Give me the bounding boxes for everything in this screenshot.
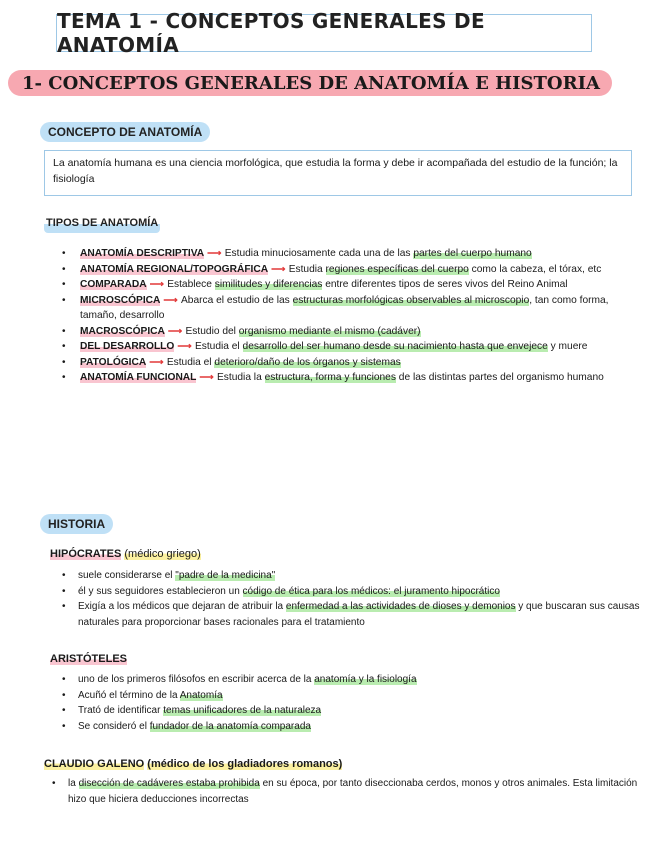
hipocrates-name: HIPÓCRATES xyxy=(50,548,122,560)
hipocrates-note: (médico griego) xyxy=(124,548,201,560)
tipo-term: ANATOMÍA FUNCIONAL xyxy=(80,372,197,383)
tipo-term: ANATOMÍA REGIONAL/TOPOGRÁFICA xyxy=(80,263,269,275)
arrow-icon: ⟶ xyxy=(149,356,164,368)
tipo-item xyxy=(56,246,642,262)
list-item xyxy=(56,672,642,688)
list-item xyxy=(46,776,644,807)
item-text-pre: él y sus seguidores establecieron un xyxy=(78,585,243,597)
tipo-item xyxy=(56,324,642,340)
item-text-pre: la xyxy=(68,778,79,789)
document-title: TEMA 1 - CONCEPTOS GENERALES DE ANATOMÍA xyxy=(57,9,485,57)
tipo-text-post: de las distintas partes del organismo humano xyxy=(395,372,604,383)
item-text-highlight: fundador de la anatomía comparada xyxy=(149,720,311,732)
item-text-post: y que buscaran sus causas naturales para proporcionar bases racionales para el tratamiento xyxy=(78,601,640,628)
tipo-text-post: entre diferentes tipos de seres vivos del Reino Animal xyxy=(322,279,568,290)
galeno-heading xyxy=(44,758,342,770)
arrow-icon: ⟶ xyxy=(149,279,165,290)
tipo-text-highlight: regiones específicas del cuerpo xyxy=(325,263,469,275)
tipo-text-pre: Estudia el xyxy=(194,341,243,352)
item-text-post: en su época, por tanto diseccionaba cerdos, monos y otros animales. Esta limitación hizo que hiciera deducciones incorrectas xyxy=(68,778,638,805)
aristoteles-heading xyxy=(50,653,127,665)
tipo-text-highlight: estructuras morfológicas observables al microscopio xyxy=(292,294,530,306)
tipo-text-pre: Estudio del xyxy=(185,325,239,337)
tipo-term: MICROSCÓPICA xyxy=(80,294,161,306)
item-text-pre: uno de los primeros filósofos en escribir acerca de la xyxy=(78,674,315,685)
galeno-name: CLAUDIO GALENO xyxy=(44,758,145,770)
item-text-pre: Exigía a los médicos que dejaran de atribuir la xyxy=(78,601,286,612)
tipo-text-post: como la cabeza, el tórax, etc xyxy=(468,263,602,275)
section-heading: 1- CONCEPTOS GENERALES DE ANATOMÍA E HISTORIA xyxy=(22,72,600,94)
list-item xyxy=(56,703,642,719)
galeno-list xyxy=(46,776,644,807)
list-item xyxy=(56,568,650,584)
hipocrates-heading xyxy=(50,548,201,560)
item-text-highlight: anatomía y la fisiología xyxy=(314,674,417,685)
tipo-term: COMPARADA xyxy=(80,279,147,290)
tipo-text-pre: Abarca el estudio de las xyxy=(180,294,293,306)
arrow-icon: ⟶ xyxy=(177,341,192,352)
tipo-text-highlight: estructura, forma y funciones xyxy=(264,372,396,383)
section-heading-bar xyxy=(8,70,612,96)
item-text-pre: Acuñó el término de la xyxy=(78,689,180,701)
tipo-term: MACROSCÓPICA xyxy=(80,325,165,337)
tipo-item xyxy=(56,277,642,293)
tipo-term: ANATOMÍA DESCRIPTIVA xyxy=(80,248,205,259)
list-item xyxy=(56,599,650,630)
item-text-highlight: Anatomía xyxy=(179,689,223,701)
tipo-text-highlight: similitudes y diferencias xyxy=(214,279,323,290)
tipo-item xyxy=(56,339,642,355)
tipo-text-pre: Establece xyxy=(167,279,215,290)
tipo-text-highlight: organismo mediante el mismo (cadáver) xyxy=(238,325,421,337)
arrow-icon: ⟶ xyxy=(271,263,286,275)
tipo-text-post: y muere xyxy=(547,341,588,352)
aristoteles-list xyxy=(56,672,642,734)
item-text-highlight: disección de cadáveres estaba prohibida xyxy=(78,778,260,789)
tipo-text-highlight: desarrollo del ser humano desde su nacimiento hasta que envejece xyxy=(242,341,548,352)
item-text-highlight: "padre de la medicina" xyxy=(175,570,276,581)
tipos-list xyxy=(56,246,642,386)
arrow-icon: ⟶ xyxy=(167,325,183,337)
tipo-item xyxy=(56,370,642,386)
tipo-text-pre: Estudia minuciosamente cada una de las xyxy=(224,248,414,259)
list-item xyxy=(56,688,642,704)
tipo-term: DEL DESARROLLO xyxy=(80,341,175,352)
tipo-term: PATOLÓGICA xyxy=(80,356,147,368)
tipo-item xyxy=(56,262,642,278)
concepto-heading: CONCEPTO DE ANATOMÍA xyxy=(40,122,210,142)
tipo-text-pre: Estudia el xyxy=(166,356,215,368)
item-text-pre: Se consideró el xyxy=(78,720,150,732)
definition-text: La anatomía humana es una ciencia morfológica, que estudia la forma y debe ir acompañada del estudio de la función; la fisiología xyxy=(53,157,618,185)
list-item xyxy=(56,584,650,600)
tipo-item xyxy=(56,293,642,324)
tipo-text-pre: Estudia la xyxy=(217,372,265,383)
tipo-text-pre: Estudia xyxy=(288,263,326,275)
tipo-text-highlight: deterioro/daño de los órganos y sistemas xyxy=(214,356,401,368)
historia-heading: HISTORIA xyxy=(40,514,113,534)
aristoteles-name: ARISTÓTELES xyxy=(50,653,128,665)
tipo-text-highlight: partes del cuerpo humano xyxy=(413,248,532,259)
item-text-pre: suele considerarse el xyxy=(78,570,176,581)
item-text-highlight: temas unificadores de la naturaleza xyxy=(163,705,322,716)
tipo-text-post: , tan como forma, tamaño, desarrollo xyxy=(80,294,609,321)
list-item xyxy=(56,719,642,735)
hipocrates-list xyxy=(56,568,650,630)
tipo-item xyxy=(56,355,642,371)
item-text-highlight: enfermedad a las actividades de dioses y demonios xyxy=(285,601,516,612)
item-text-highlight: código de ética para los médicos: el juramento hipocrático xyxy=(242,585,500,597)
arrow-icon: ⟶ xyxy=(199,372,214,383)
document-title-box xyxy=(56,9,592,57)
arrow-icon: ⟶ xyxy=(207,248,222,259)
definition-box xyxy=(44,150,632,196)
item-text-pre: Trató de identificar xyxy=(78,705,164,716)
galeno-note: (médico de los gladiadores romanos) xyxy=(147,758,343,770)
arrow-icon: ⟶ xyxy=(163,294,178,306)
tipos-heading: TIPOS DE ANATOMÍA xyxy=(44,213,160,233)
